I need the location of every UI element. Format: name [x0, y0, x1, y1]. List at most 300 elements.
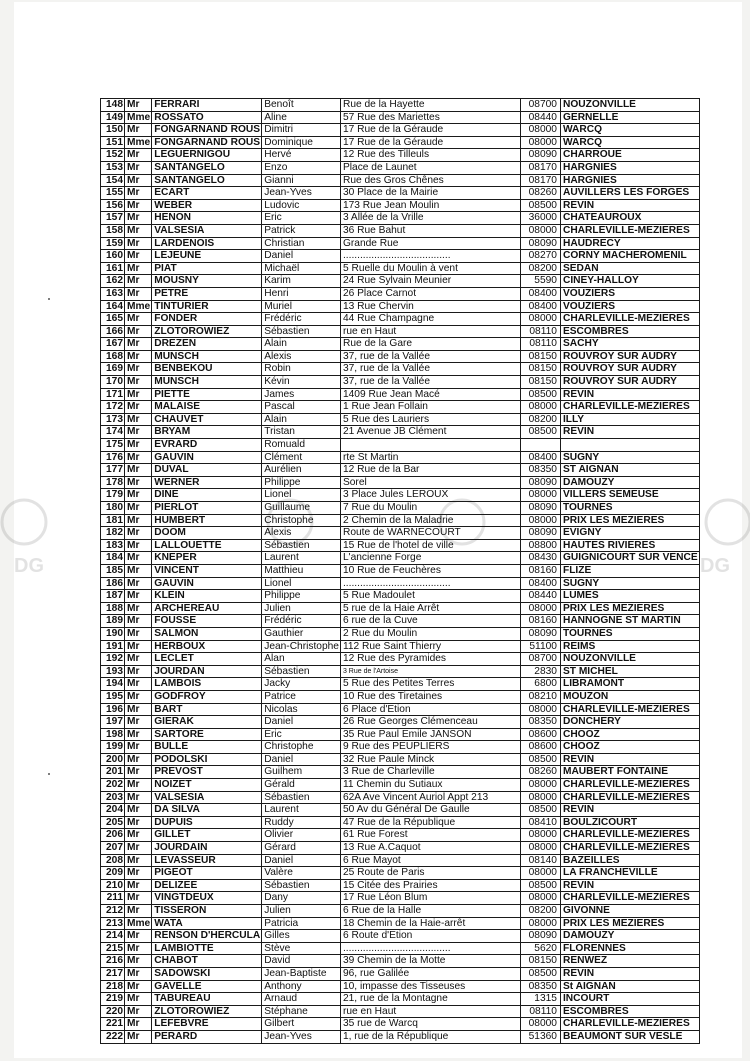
city-cell: ESCOMBRES — [560, 325, 699, 338]
postal-code-cell: 08090 — [520, 627, 560, 640]
last-name-cell: MUNSCH — [152, 350, 262, 363]
first-name-cell: Frédéric — [262, 313, 341, 326]
first-name-cell: Lionel — [262, 577, 341, 590]
civility-cell: Mr — [125, 678, 152, 691]
civility-cell: Mr — [125, 842, 152, 855]
address-cell: Route de WARNECOURT — [340, 527, 520, 540]
city-cell: HARGNIES — [560, 174, 699, 187]
table-row — [101, 300, 700, 313]
last-name-cell: VALSESIA — [152, 791, 262, 804]
table-row — [101, 451, 700, 464]
row-number-cell: 185 — [101, 564, 125, 577]
civility-cell: Mr — [125, 716, 152, 729]
postal-code-cell: 08700 — [520, 653, 560, 666]
first-name-cell: Karim — [262, 275, 341, 288]
table-row — [101, 514, 700, 527]
first-name-cell: Daniel — [262, 854, 341, 867]
table-row — [101, 627, 700, 640]
last-name-cell: VINGTDEUX — [152, 892, 262, 905]
table-row — [101, 174, 700, 187]
civility-cell: Mr — [125, 967, 152, 980]
first-name-cell: Michaël — [262, 262, 341, 275]
postal-code-cell: 08400 — [520, 287, 560, 300]
table-row — [101, 388, 700, 401]
table-row — [101, 816, 700, 829]
address-cell: 11 Chemin du Sutiaux — [340, 779, 520, 792]
table-row — [101, 779, 700, 792]
last-name-cell: PIERLOT — [152, 502, 262, 515]
civility-cell: Mr — [125, 539, 152, 552]
civility-cell: Mr — [125, 1005, 152, 1018]
row-number-cell: 213 — [101, 917, 125, 930]
row-number-cell: 174 — [101, 426, 125, 439]
postal-code-cell: 08000 — [520, 1018, 560, 1031]
member-register-table — [100, 98, 700, 1044]
first-name-cell: Nicolas — [262, 703, 341, 716]
civility-cell: Mme — [125, 111, 152, 124]
row-number-cell: 204 — [101, 804, 125, 817]
postal-code-cell: 08500 — [520, 804, 560, 817]
first-name-cell: Alain — [262, 413, 341, 426]
first-name-cell: Stéphane — [262, 1005, 341, 1018]
city-cell: FLIZE — [560, 564, 699, 577]
city-cell: ILLY — [560, 413, 699, 426]
city-cell: REVIN — [560, 967, 699, 980]
address-cell: 112 Rue Saint Thierry — [340, 640, 520, 653]
table-row — [101, 250, 700, 263]
table-row — [101, 111, 700, 124]
last-name-cell: BRYAM — [152, 426, 262, 439]
last-name-cell: PREVOST — [152, 766, 262, 779]
postal-code-cell: 08000 — [520, 313, 560, 326]
postal-code-cell: 08350 — [520, 716, 560, 729]
table-row — [101, 993, 700, 1006]
last-name-cell: BULLE — [152, 741, 262, 754]
table-row — [101, 854, 700, 867]
civility-cell: Mme — [125, 136, 152, 149]
postal-code-cell: 08500 — [520, 879, 560, 892]
city-cell: CHARLEVILLE-MEZIERES — [560, 313, 699, 326]
last-name-cell: DINE — [152, 489, 262, 502]
postal-code-cell: 08000 — [520, 779, 560, 792]
last-name-cell: SANTANGELO — [152, 161, 262, 174]
civility-cell: Mr — [125, 174, 152, 187]
civility-cell: Mr — [125, 665, 152, 678]
address-cell: 12 Rue de la Bar — [340, 464, 520, 477]
row-number-cell: 214 — [101, 930, 125, 943]
civility-cell: Mr — [125, 703, 152, 716]
address-cell: 57 Rue des Mariettes — [340, 111, 520, 124]
address-cell: 15 Rue de l'hotel de ville — [340, 539, 520, 552]
postal-code-cell: 08500 — [520, 199, 560, 212]
address-cell: 1, rue de la République — [340, 1030, 520, 1043]
scan-speck — [48, 773, 50, 775]
first-name-cell: Eric — [262, 728, 341, 741]
last-name-cell: CHAUVET — [152, 413, 262, 426]
civility-cell: Mr — [125, 640, 152, 653]
last-name-cell: VINCENT — [152, 564, 262, 577]
first-name-cell: Dominique — [262, 136, 341, 149]
last-name-cell: SARTORE — [152, 728, 262, 741]
address-cell: Rue de la Gare — [340, 338, 520, 351]
row-number-cell: 216 — [101, 955, 125, 968]
first-name-cell: Eric — [262, 212, 341, 225]
city-cell: INCOURT — [560, 993, 699, 1006]
first-name-cell: Henri — [262, 287, 341, 300]
first-name-cell: Christophe — [262, 514, 341, 527]
table-row — [101, 338, 700, 351]
address-cell: 30 Place de la Mairie — [340, 187, 520, 200]
row-number-cell: 175 — [101, 439, 125, 452]
first-name-cell: Laurent — [262, 804, 341, 817]
civility-cell: Mr — [125, 753, 152, 766]
last-name-cell: PIAT — [152, 262, 262, 275]
first-name-cell: Jacky — [262, 678, 341, 691]
address-cell — [340, 439, 520, 452]
postal-code-cell: 5590 — [520, 275, 560, 288]
address-cell: 1 Rue Jean Follain — [340, 401, 520, 414]
postal-code-cell: 08090 — [520, 502, 560, 515]
last-name-cell: FOUSSE — [152, 615, 262, 628]
postal-code-cell: 36000 — [520, 212, 560, 225]
address-cell: 47 Rue de la République — [340, 816, 520, 829]
last-name-cell: KNEPER — [152, 552, 262, 565]
postal-code-cell: 08000 — [520, 514, 560, 527]
postal-code-cell: 08110 — [520, 325, 560, 338]
table-row — [101, 930, 700, 943]
last-name-cell: CHABOT — [152, 955, 262, 968]
postal-code-cell: 08110 — [520, 1005, 560, 1018]
first-name-cell: Sébastien — [262, 539, 341, 552]
row-number-cell: 165 — [101, 313, 125, 326]
first-name-cell: Julien — [262, 905, 341, 918]
civility-cell: Mr — [125, 464, 152, 477]
city-cell: REIMS — [560, 640, 699, 653]
postal-code-cell: 5620 — [520, 942, 560, 955]
civility-cell: Mr — [125, 237, 152, 250]
table-row — [101, 980, 700, 993]
table-row — [101, 539, 700, 552]
table-row — [101, 867, 700, 880]
postal-code-cell: 51100 — [520, 640, 560, 653]
first-name-cell: Sébastien — [262, 325, 341, 338]
row-number-cell: 193 — [101, 665, 125, 678]
table-row — [101, 426, 700, 439]
city-cell: CHARLEVILLE-MEZIERES — [560, 842, 699, 855]
table-row — [101, 262, 700, 275]
postal-code-cell: 08090 — [520, 149, 560, 162]
address-cell: 32 Rue Paule Minck — [340, 753, 520, 766]
row-number-cell: 159 — [101, 237, 125, 250]
address-cell: 6 Rue de la Halle — [340, 905, 520, 918]
table-row — [101, 640, 700, 653]
postal-code-cell: 08090 — [520, 930, 560, 943]
last-name-cell: DA SILVA — [152, 804, 262, 817]
first-name-cell: Dimitri — [262, 124, 341, 137]
table-row — [101, 791, 700, 804]
city-cell: CHARLEVILLE-MEZIERES — [560, 1018, 699, 1031]
first-name-cell: Gilbert — [262, 1018, 341, 1031]
address-cell: 17 Rue Léon Blum — [340, 892, 520, 905]
civility-cell: Mr — [125, 388, 152, 401]
table-row — [101, 489, 700, 502]
address-cell: 50 Av du Général De Gaulle — [340, 804, 520, 817]
table-row — [101, 615, 700, 628]
row-number-cell: 207 — [101, 842, 125, 855]
address-cell: 37, rue de la Vallée — [340, 376, 520, 389]
row-number-cell: 152 — [101, 149, 125, 162]
postal-code-cell: 08140 — [520, 854, 560, 867]
civility-cell: Mr — [125, 993, 152, 1006]
row-number-cell: 180 — [101, 502, 125, 515]
city-cell: LIBRAMONT — [560, 678, 699, 691]
address-cell: 36 Rue Bahut — [340, 224, 520, 237]
civility-cell: Mr — [125, 199, 152, 212]
address-cell: 6 Rue Mayot — [340, 854, 520, 867]
table-row — [101, 602, 700, 615]
address-cell: 6 Route d'Etion — [340, 930, 520, 943]
address-cell: 10 Rue des Tiretaines — [340, 690, 520, 703]
last-name-cell: PIETTE — [152, 388, 262, 401]
table-row — [101, 313, 700, 326]
row-number-cell: 209 — [101, 867, 125, 880]
last-name-cell: BENBEKOU — [152, 363, 262, 376]
first-name-cell: Gilles — [262, 930, 341, 943]
last-name-cell: ARCHEREAU — [152, 602, 262, 615]
city-cell: WARCQ — [560, 124, 699, 137]
city-cell: CHARLEVILLE-MEZIERES — [560, 779, 699, 792]
city-cell: CHARLEVILLE-MEZIERES — [560, 892, 699, 905]
first-name-cell: Dany — [262, 892, 341, 905]
first-name-cell: Daniel — [262, 716, 341, 729]
last-name-cell: PIGEOT — [152, 867, 262, 880]
first-name-cell: Stève — [262, 942, 341, 955]
civility-cell: Mr — [125, 653, 152, 666]
city-cell: PRIX LES MEZIERES — [560, 917, 699, 930]
table-row — [101, 955, 700, 968]
table-row — [101, 212, 700, 225]
first-name-cell: Frédéric — [262, 615, 341, 628]
address-cell: 37, rue de la Vallée — [340, 363, 520, 376]
address-cell: 39 Chemin de la Motte — [340, 955, 520, 968]
row-number-cell: 154 — [101, 174, 125, 187]
table-row — [101, 527, 700, 540]
city-cell: MAUBERT FONTAINE — [560, 766, 699, 779]
city-cell: REVIN — [560, 388, 699, 401]
table-row — [101, 753, 700, 766]
first-name-cell: Daniel — [262, 250, 341, 263]
city-cell: SUGNY — [560, 577, 699, 590]
postal-code-cell: 08350 — [520, 464, 560, 477]
last-name-cell: FONDER — [152, 313, 262, 326]
first-name-cell: Benoît — [262, 99, 341, 112]
row-number-cell: 217 — [101, 967, 125, 980]
last-name-cell: PERARD — [152, 1030, 262, 1043]
civility-cell: Mr — [125, 942, 152, 955]
row-number-cell: 219 — [101, 993, 125, 1006]
row-number-cell: 166 — [101, 325, 125, 338]
city-cell: BOULZICOURT — [560, 816, 699, 829]
last-name-cell: WERNER — [152, 476, 262, 489]
row-number-cell: 173 — [101, 413, 125, 426]
civility-cell: Mme — [125, 917, 152, 930]
first-name-cell: Alan — [262, 653, 341, 666]
first-name-cell: Jean-Baptiste — [262, 967, 341, 980]
postal-code-cell: 08500 — [520, 753, 560, 766]
civility-cell: Mr — [125, 325, 152, 338]
last-name-cell: LEGUERNIGOU — [152, 149, 262, 162]
table-row — [101, 690, 700, 703]
row-number-cell: 197 — [101, 716, 125, 729]
table-row — [101, 224, 700, 237]
table-row — [101, 401, 700, 414]
postal-code-cell: 51360 — [520, 1030, 560, 1043]
last-name-cell: EVRARD — [152, 439, 262, 452]
postal-code-cell: 08000 — [520, 602, 560, 615]
postal-code-cell: 08000 — [520, 917, 560, 930]
postal-code-cell: 08430 — [520, 552, 560, 565]
last-name-cell: SANTANGELO — [152, 174, 262, 187]
last-name-cell: GODFROY — [152, 690, 262, 703]
city-cell: CHARROUE — [560, 149, 699, 162]
postal-code-cell: 08170 — [520, 161, 560, 174]
table-row — [101, 136, 700, 149]
table-row — [101, 464, 700, 477]
table-row — [101, 905, 700, 918]
civility-cell: Mr — [125, 930, 152, 943]
city-cell: CHOOZ — [560, 741, 699, 754]
table-row — [101, 577, 700, 590]
address-cell: Sorel — [340, 476, 520, 489]
table-row — [101, 653, 700, 666]
civility-cell: Mr — [125, 892, 152, 905]
last-name-cell: FONGARNAND ROUS — [152, 124, 262, 137]
city-cell: SUGNY — [560, 451, 699, 464]
civility-cell: Mr — [125, 1030, 152, 1043]
address-cell: 12 Rue des Pyramides — [340, 653, 520, 666]
civility-cell: Mr — [125, 275, 152, 288]
civility-cell: Mr — [125, 804, 152, 817]
postal-code-cell: 08500 — [520, 426, 560, 439]
city-cell: VOUZIERS — [560, 287, 699, 300]
postal-code-cell: 08400 — [520, 577, 560, 590]
first-name-cell: Clément — [262, 451, 341, 464]
civility-cell: Mr — [125, 99, 152, 112]
row-number-cell: 156 — [101, 199, 125, 212]
row-number-cell: 208 — [101, 854, 125, 867]
row-number-cell: 192 — [101, 653, 125, 666]
city-cell: CHARLEVILLE-MEZIERES — [560, 791, 699, 804]
civility-cell: Mr — [125, 489, 152, 502]
first-name-cell: Sébastien — [262, 879, 341, 892]
address-cell: 3 Rue de Charleville — [340, 766, 520, 779]
city-cell: HAUDRECY — [560, 237, 699, 250]
civility-cell: Mr — [125, 476, 152, 489]
address-cell: 10 Rue de Feuchères — [340, 564, 520, 577]
first-name-cell: Tristan — [262, 426, 341, 439]
postal-code-cell: 08000 — [520, 124, 560, 137]
postal-code-cell: 08700 — [520, 99, 560, 112]
city-cell: DAMOUZY — [560, 930, 699, 943]
civility-cell: Mr — [125, 262, 152, 275]
last-name-cell: LEVASSEUR — [152, 854, 262, 867]
civility-cell: Mr — [125, 250, 152, 263]
row-number-cell: 201 — [101, 766, 125, 779]
address-cell: Place de Launet — [340, 161, 520, 174]
row-number-cell: 218 — [101, 980, 125, 993]
table-row — [101, 476, 700, 489]
civility-cell: Mr — [125, 287, 152, 300]
civility-cell: Mr — [125, 766, 152, 779]
table-row — [101, 892, 700, 905]
city-cell: FLORENNES — [560, 942, 699, 955]
first-name-cell: Matthieu — [262, 564, 341, 577]
first-name-cell: Patrick — [262, 224, 341, 237]
city-cell: REVIN — [560, 804, 699, 817]
first-name-cell: Alexis — [262, 527, 341, 540]
civility-cell: Mr — [125, 502, 152, 515]
address-cell: 61 Rue Forest — [340, 829, 520, 842]
city-cell: CHARLEVILLE-MEZIERES — [560, 401, 699, 414]
postal-code-cell: 08090 — [520, 527, 560, 540]
row-number-cell: 176 — [101, 451, 125, 464]
city-cell: ROUVROY SUR AUDRY — [560, 350, 699, 363]
city-cell: CINEY-HALLOY — [560, 275, 699, 288]
row-number-cell: 181 — [101, 514, 125, 527]
row-number-cell: 160 — [101, 250, 125, 263]
table-row — [101, 678, 700, 691]
address-cell: ...................................... — [340, 942, 520, 955]
last-name-cell: DREZEN — [152, 338, 262, 351]
last-name-cell: GAUVIN — [152, 451, 262, 464]
row-number-cell: 149 — [101, 111, 125, 124]
city-cell: REVIN — [560, 879, 699, 892]
table-row — [101, 199, 700, 212]
last-name-cell: LEJEUNE — [152, 250, 262, 263]
address-cell: 13 Rue A.Caquot — [340, 842, 520, 855]
table-row — [101, 842, 700, 855]
table-row — [101, 942, 700, 955]
row-number-cell: 148 — [101, 99, 125, 112]
civility-cell: Mr — [125, 905, 152, 918]
last-name-cell: PODOLSKI — [152, 753, 262, 766]
address-cell: L'ancienne Forge — [340, 552, 520, 565]
city-cell: VILLERS SEMEUSE — [560, 489, 699, 502]
postal-code-cell: 08440 — [520, 590, 560, 603]
civility-cell: Mr — [125, 413, 152, 426]
city-cell: HAUTES RIVIERES — [560, 539, 699, 552]
row-number-cell: 163 — [101, 287, 125, 300]
civility-cell: Mr — [125, 439, 152, 452]
last-name-cell: WEBER — [152, 199, 262, 212]
first-name-cell: Daniel — [262, 753, 341, 766]
table-row — [101, 552, 700, 565]
first-name-cell: Christian — [262, 237, 341, 250]
civility-cell: Mr — [125, 401, 152, 414]
postal-code-cell: 08000 — [520, 842, 560, 855]
postal-code-cell: 08270 — [520, 250, 560, 263]
civility-cell: Mr — [125, 527, 152, 540]
last-name-cell: SADOWSKI — [152, 967, 262, 980]
row-number-cell: 170 — [101, 376, 125, 389]
civility-cell: Mr — [125, 224, 152, 237]
city-cell: NOUZONVILLE — [560, 653, 699, 666]
civility-cell: Mr — [125, 1018, 152, 1031]
postal-code-cell: 08200 — [520, 905, 560, 918]
address-cell: rte St Martin — [340, 451, 520, 464]
city-cell: REVIN — [560, 753, 699, 766]
table-row — [101, 1005, 700, 1018]
